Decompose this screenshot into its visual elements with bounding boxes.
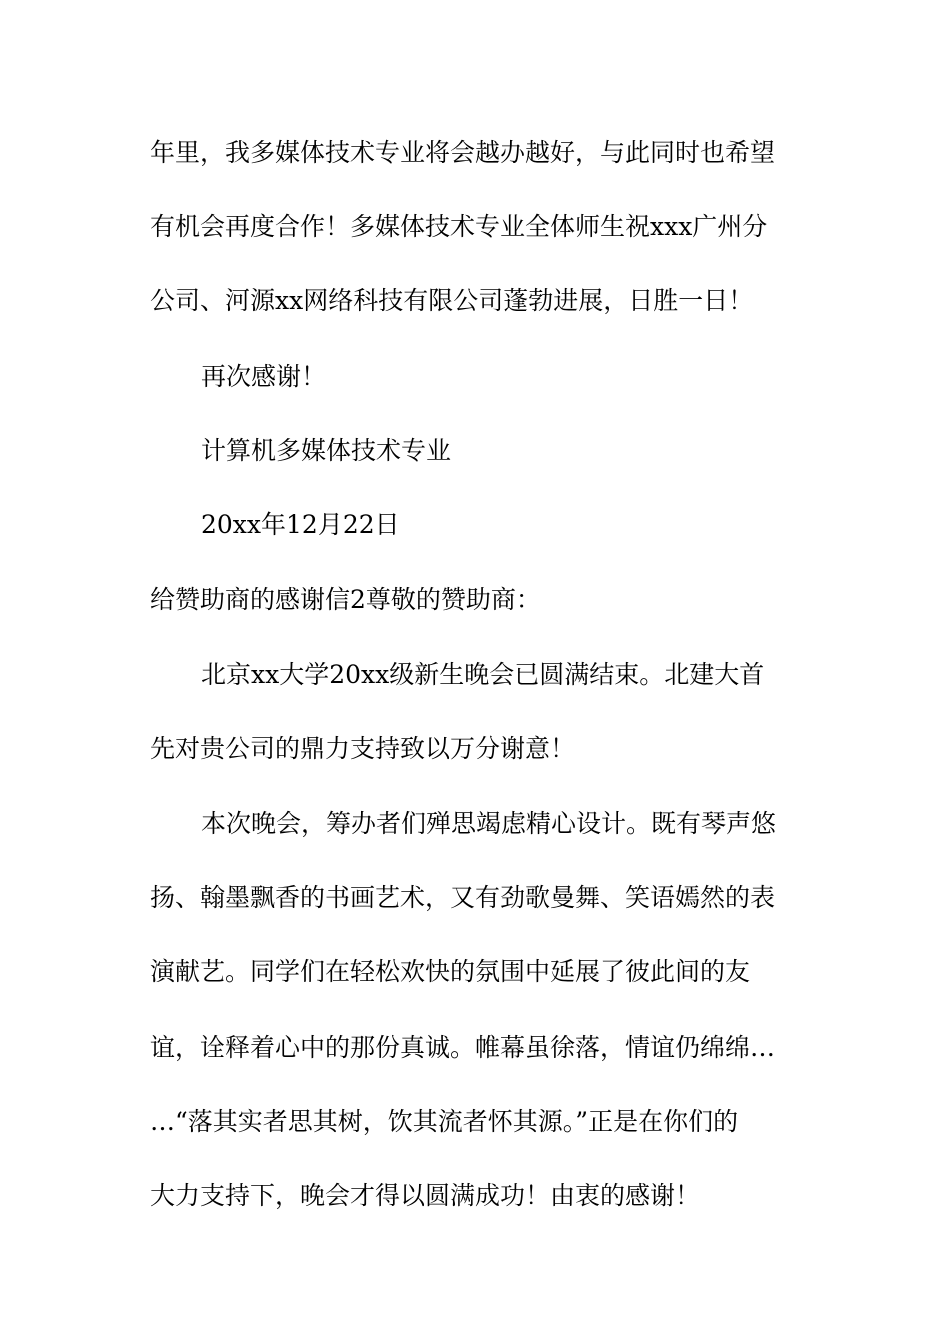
paragraph-line: 公司、河源xx网络科技有限公司蓬勃进展，日胜一日！ [150, 286, 754, 315]
paragraph-line: 谊，诠释着心中的那份真诚。帷幕虽徐落，情谊仍绵绵… [150, 1033, 776, 1062]
paragraph-line: 扬、翰墨飘香的书画艺术，又有劲歌曼舞、笑语嫣然的表 [150, 883, 776, 912]
paragraph-line: …“落其实者思其树，饮其流者怀其源。”正是在你们的 [150, 1107, 739, 1136]
paragraph-line: 年里，我多媒体技术专业将会越办越好，与此同时也希望 [150, 138, 776, 167]
paragraph-line: 北京xx大学20xx级新生晚会已圆满结束。北建大首 [201, 660, 765, 689]
paragraph-line: 有机会再度合作！多媒体技术专业全体师生祝xxx广州分 [150, 212, 768, 241]
paragraph-line: 先对贵公司的鼎力支持致以万分谢意！ [150, 734, 576, 763]
paragraph-line: 本次晚会，筹办者们殚思竭虑精心设计。既有琴声悠 [201, 809, 777, 838]
signature-department: 计算机多媒体技术专业 [201, 436, 452, 465]
paragraph-line: 大力支持下，晚会才得以圆满成功！由衷的感谢！ [150, 1181, 701, 1210]
closing-thanks: 再次感谢！ [201, 362, 327, 391]
letter-heading: 给赞助商的感谢信2尊敬的赞助商： [150, 585, 541, 614]
paragraph-line: 演献艺。同学们在轻松欢快的氛围中延展了彼此间的友 [150, 957, 751, 986]
signature-date: 20xx年12月22日 [201, 510, 400, 539]
